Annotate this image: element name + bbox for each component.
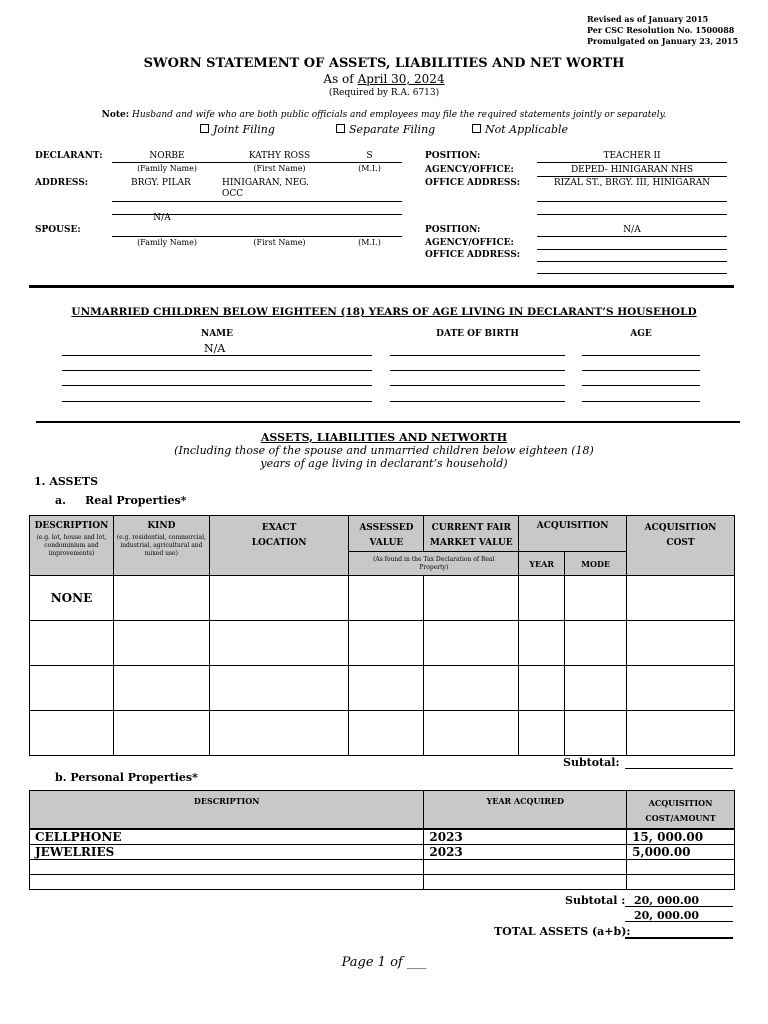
personal-subtotal-value[interactable]: 20, 000.00 bbox=[634, 894, 700, 907]
child-row-line bbox=[62, 401, 372, 402]
table-cell[interactable] bbox=[30, 711, 114, 756]
th-assessed-1: ASSESSED bbox=[359, 523, 414, 533]
position-label: POSITION: bbox=[425, 151, 481, 161]
as-of-date: April 30, 2024 bbox=[357, 72, 445, 86]
table-cell[interactable] bbox=[113, 576, 209, 621]
real-properties-table bbox=[29, 515, 735, 756]
table-row bbox=[30, 621, 735, 666]
child-row-line bbox=[582, 401, 700, 402]
personal-subtotal-line bbox=[625, 906, 733, 907]
th-personal-year: YEAR ACQUIRED bbox=[424, 791, 627, 829]
table-cell[interactable] bbox=[565, 576, 627, 621]
th-assessed-2: VALUE bbox=[369, 538, 404, 548]
table-row bbox=[30, 874, 735, 889]
declarant-label: DECLARANT: bbox=[35, 151, 103, 161]
declarant-name-line bbox=[112, 162, 402, 163]
table-cell[interactable] bbox=[30, 621, 114, 666]
table-cell[interactable] bbox=[424, 576, 519, 621]
th-personal-description: DESCRIPTION bbox=[30, 791, 424, 829]
children-col-name: NAME bbox=[200, 329, 234, 339]
personal-properties-table bbox=[29, 790, 735, 890]
spouse-agency-label: AGENCY/OFFICE: bbox=[425, 238, 514, 248]
th-assessed bbox=[349, 516, 424, 552]
personal-subtotal-label: Subtotal : bbox=[565, 894, 626, 907]
th-cost-1: ACQUISITION bbox=[644, 523, 717, 533]
filing-separate-label: Separate Filing bbox=[349, 123, 436, 136]
required-by: (Required by R.A. 6713) bbox=[328, 88, 440, 98]
real-description-cell[interactable]: NONE bbox=[30, 576, 114, 621]
child-row-line bbox=[62, 385, 372, 386]
th-market-1: CURRENT FAIR bbox=[431, 523, 511, 533]
address-line bbox=[112, 201, 402, 202]
table-cell[interactable] bbox=[565, 711, 627, 756]
real-properties-label: a. Real Properties* bbox=[55, 494, 187, 507]
spouse-family-caption: (Family Name) bbox=[137, 238, 197, 247]
total-line bbox=[625, 937, 733, 939]
th-kind-label: KIND bbox=[147, 521, 176, 531]
spouse-name-line bbox=[112, 236, 402, 237]
table-cell[interactable] bbox=[209, 711, 349, 756]
assets-subtitle-2: years of age living in declarant’s household) bbox=[260, 457, 508, 470]
resolution-text: Per CSC Resolution No. 1500088 bbox=[587, 25, 735, 35]
total-assets-label: TOTAL ASSETS (a+b): bbox=[494, 925, 631, 938]
address-line-1[interactable]: BRGY. PILAR bbox=[131, 178, 191, 188]
table-cell[interactable] bbox=[627, 874, 735, 889]
spouse-agency-line bbox=[537, 249, 727, 250]
table-row bbox=[30, 576, 735, 621]
declarant-family-name[interactable]: NORBE bbox=[149, 151, 185, 161]
spouse-position-line bbox=[537, 236, 727, 237]
filing-separate[interactable] bbox=[336, 123, 435, 136]
personal-year-cell[interactable]: 2023 bbox=[424, 844, 627, 859]
table-cell[interactable] bbox=[30, 874, 424, 889]
child-row-line bbox=[390, 385, 565, 386]
real-subtotal-line[interactable] bbox=[625, 768, 733, 769]
real-subtotal-label: Subtotal: bbox=[563, 756, 620, 769]
spouse-name[interactable]: N/A bbox=[153, 213, 171, 223]
table-cell[interactable] bbox=[519, 711, 565, 756]
table-row bbox=[30, 829, 735, 845]
th-market bbox=[424, 516, 519, 552]
personal-properties-label: b. Personal Properties* bbox=[55, 771, 198, 784]
as-of-prefix: As of bbox=[323, 72, 354, 86]
children-col-dob: DATE OF BIRTH bbox=[436, 329, 519, 339]
table-cell[interactable] bbox=[424, 711, 519, 756]
table-cell[interactable] bbox=[565, 621, 627, 666]
as-of-line bbox=[0, 72, 768, 86]
assets-title: ASSETS, LIABILITIES AND NETWORTH bbox=[260, 431, 508, 444]
declarant-first-name[interactable]: KATHY ROSS bbox=[248, 151, 311, 161]
agency-value[interactable]: DEPED- HINIGARAN NHS bbox=[570, 165, 694, 175]
promulgated-text: Promulgated on January 23, 2015 bbox=[587, 36, 739, 46]
office-address-line bbox=[537, 201, 727, 202]
note-label: Note: bbox=[101, 110, 130, 120]
assets-subtitle-1: (Including those of the spouse and unmarried children below eighteen (18) bbox=[174, 444, 594, 457]
spouse-office-address-label: OFFICE ADDRESS: bbox=[425, 250, 521, 260]
child-row-line bbox=[582, 370, 700, 371]
agency-label: AGENCY/OFFICE: bbox=[425, 165, 514, 175]
table-cell[interactable] bbox=[424, 859, 627, 874]
th-market-2: MARKET VALUE bbox=[429, 538, 513, 548]
table-cell[interactable] bbox=[627, 666, 735, 711]
total-line-top bbox=[625, 921, 733, 922]
spouse-label: SPOUSE: bbox=[35, 225, 81, 235]
personal-description-cell[interactable]: JEWELRIES bbox=[30, 844, 424, 859]
personal-year-cell[interactable]: 2023 bbox=[424, 829, 627, 845]
child-name-value[interactable]: N/A bbox=[204, 342, 226, 355]
th-description bbox=[30, 516, 114, 576]
table-cell[interactable] bbox=[209, 576, 349, 621]
table-cell[interactable] bbox=[113, 711, 209, 756]
address-line-2[interactable]: HINIGARAN, NEG. bbox=[222, 178, 309, 188]
personal-description-cell[interactable]: CELLPHONE bbox=[30, 829, 424, 845]
personal-cost-cell[interactable]: 5,000.00 bbox=[627, 844, 735, 859]
first-name-caption: (First Name) bbox=[253, 164, 306, 173]
table-cell[interactable] bbox=[349, 621, 424, 666]
table-row bbox=[30, 859, 735, 874]
th-tax-note: (As found in the Tax Declaration of Real Property) bbox=[349, 552, 519, 576]
table-cell[interactable] bbox=[30, 859, 424, 874]
assets-section-label: 1. ASSETS bbox=[34, 475, 99, 488]
child-row-line bbox=[582, 385, 700, 386]
th-personal-cost bbox=[627, 791, 735, 829]
spouse-mi-caption: (M.I.) bbox=[358, 238, 381, 247]
checkbox-icon bbox=[472, 124, 481, 133]
th-kind-note: (e.g. residential, commercial, industrial, agricultural and mixed use) bbox=[116, 534, 206, 557]
th-kind bbox=[113, 516, 209, 576]
table-cell[interactable] bbox=[424, 621, 519, 666]
table-cell[interactable] bbox=[349, 576, 424, 621]
checkbox-icon bbox=[200, 124, 209, 133]
table-cell[interactable] bbox=[424, 874, 627, 889]
table-cell[interactable] bbox=[519, 621, 565, 666]
child-row-line bbox=[390, 370, 565, 371]
address-line-3[interactable]: OCC bbox=[222, 189, 244, 199]
spouse-office-line-b bbox=[537, 273, 727, 274]
position-value[interactable]: TEACHER II bbox=[603, 151, 661, 161]
office-address-label: OFFICE ADDRESS: bbox=[425, 178, 521, 188]
position-line bbox=[537, 162, 727, 163]
table-cell[interactable] bbox=[627, 621, 735, 666]
table-cell[interactable] bbox=[209, 666, 349, 711]
mi-caption: (M.I.) bbox=[358, 164, 381, 173]
th-acquisition: ACQUISITION bbox=[519, 516, 627, 552]
agency-line bbox=[537, 176, 727, 177]
spouse-position-value[interactable]: N/A bbox=[623, 225, 641, 235]
table-row bbox=[30, 666, 735, 711]
child-row-line bbox=[582, 355, 700, 356]
personal-cost-cell[interactable]: 15, 000.00 bbox=[627, 829, 735, 845]
filing-na-label: Not Applicable bbox=[485, 123, 569, 136]
page-title: SWORN STATEMENT OF ASSETS, LIABILITIES AND NET WORTH bbox=[143, 56, 625, 71]
table-cell[interactable] bbox=[349, 711, 424, 756]
filing-not-applicable[interactable] bbox=[472, 123, 568, 136]
spouse-office-line bbox=[537, 261, 727, 262]
th-location-2: LOCATION bbox=[251, 538, 307, 548]
divider bbox=[29, 285, 734, 288]
table-cell[interactable] bbox=[565, 666, 627, 711]
filing-joint-label: Joint Filing bbox=[213, 123, 275, 136]
table-cell[interactable] bbox=[424, 666, 519, 711]
office-address-value[interactable]: RIZAL ST., BRGY. III, HINIGARAN bbox=[553, 178, 711, 188]
divider bbox=[36, 421, 740, 423]
child-row-line bbox=[62, 370, 372, 371]
th-location bbox=[209, 516, 349, 576]
filing-joint[interactable] bbox=[200, 123, 275, 136]
table-cell[interactable] bbox=[627, 711, 735, 756]
child-row-line bbox=[62, 355, 372, 356]
th-year: YEAR bbox=[519, 552, 565, 576]
th-cost bbox=[627, 516, 735, 576]
checkbox-icon bbox=[336, 124, 345, 133]
child-row-line bbox=[390, 355, 565, 356]
spouse-first-caption: (First Name) bbox=[253, 238, 306, 247]
th-personal-cost-2: COST/AMOUNT bbox=[645, 813, 716, 823]
table-cell[interactable] bbox=[349, 666, 424, 711]
table-row bbox=[30, 844, 735, 859]
th-personal-cost-1: ACQUISITION bbox=[648, 798, 713, 808]
family-name-caption: (Family Name) bbox=[137, 164, 197, 173]
note-text: Husband and wife who are both public officials and employees may file the required statements jointly or separately. bbox=[131, 110, 667, 120]
table-cell[interactable] bbox=[30, 666, 114, 711]
revision-info bbox=[587, 14, 738, 47]
total-value[interactable]: 20, 000.00 bbox=[634, 909, 700, 922]
spouse-position-label: POSITION: bbox=[425, 225, 481, 235]
children-col-age: AGE bbox=[630, 329, 652, 339]
child-row-line bbox=[390, 401, 565, 402]
table-cell[interactable] bbox=[627, 859, 735, 874]
table-cell[interactable] bbox=[519, 666, 565, 711]
th-mode: MODE bbox=[565, 552, 627, 576]
th-location-1: EXACT bbox=[261, 523, 297, 533]
th-description-label: DESCRIPTION bbox=[34, 521, 109, 531]
table-cell[interactable] bbox=[209, 621, 349, 666]
children-title: UNMARRIED CHILDREN BELOW EIGHTEEN (18) YEARS OF AGE LIVING IN DECLARANT’S HOUSEHOLD bbox=[71, 306, 697, 318]
note bbox=[0, 110, 768, 120]
table-row bbox=[30, 711, 735, 756]
th-description-note: (e.g. lot, house and lot, condominium and improvements) bbox=[36, 534, 107, 557]
office-address-line-b bbox=[537, 214, 727, 215]
th-cost-2: COST bbox=[666, 538, 695, 548]
table-cell[interactable] bbox=[113, 621, 209, 666]
declarant-mi[interactable]: S bbox=[366, 151, 373, 161]
table-cell[interactable] bbox=[113, 666, 209, 711]
address-label: ADDRESS: bbox=[35, 178, 89, 188]
table-cell[interactable] bbox=[627, 576, 735, 621]
revised-text: Revised as of January 2015 bbox=[587, 14, 709, 24]
page-number: Page 1 of ___ bbox=[341, 955, 427, 970]
table-cell[interactable] bbox=[519, 576, 565, 621]
